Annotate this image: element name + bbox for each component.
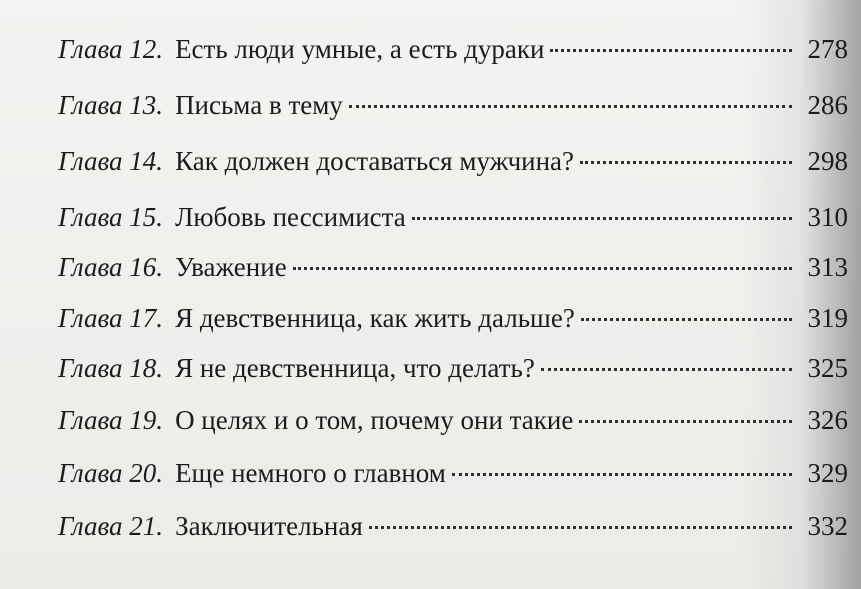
chapter-title: Уважение — [175, 252, 287, 282]
dot-leader — [369, 526, 792, 529]
dot-leader — [293, 267, 792, 270]
toc-entry-12 — [58, 36, 848, 63]
page-number: 329 — [807, 458, 848, 488]
toc-entry-20 — [58, 460, 848, 487]
dot-leader — [580, 161, 792, 164]
toc-entry-17 — [58, 305, 848, 332]
page-number: 278 — [807, 34, 848, 64]
dot-leader — [541, 368, 792, 371]
chapter-label: Глава 20. — [58, 458, 164, 488]
toc-entry-19 — [58, 407, 848, 434]
chapter-label: Глава 13. — [58, 90, 164, 120]
page-number: 325 — [807, 353, 848, 383]
chapter-title: О целях и о том, почему они такие — [175, 405, 574, 435]
dot-leader — [550, 49, 792, 52]
toc-entry-18 — [58, 355, 848, 382]
chapter-title: Еще немного о главном — [175, 458, 446, 488]
chapter-label: Глава 21. — [58, 511, 164, 541]
dot-leader — [349, 105, 792, 108]
dot-leader — [452, 473, 792, 476]
chapter-label: Глава 14. — [58, 146, 164, 176]
chapter-title: Как должен доставаться мужчина? — [175, 146, 575, 176]
dot-leader — [579, 420, 792, 423]
page-number: 332 — [807, 511, 848, 541]
chapter-label: Глава 18. — [58, 353, 164, 383]
chapter-label: Глава 12. — [58, 34, 164, 64]
dot-leader — [412, 217, 792, 220]
page-number: 298 — [807, 146, 848, 176]
chapter-title: Я девственница, как жить дальше? — [175, 303, 575, 333]
dot-leader — [581, 318, 792, 321]
chapter-title: Я не девственница, что делать? — [175, 353, 535, 383]
page-number: 313 — [807, 252, 848, 282]
chapter-label: Глава 15. — [58, 202, 164, 232]
chapter-title: Есть люди умные, а есть дураки — [175, 34, 545, 64]
page-number: 326 — [807, 405, 848, 435]
chapter-label: Глава 17. — [58, 303, 164, 333]
page-number: 286 — [807, 90, 848, 120]
chapter-label: Глава 19. — [58, 405, 164, 435]
toc-entry-14 — [58, 148, 848, 175]
toc-entry-21 — [58, 513, 848, 540]
toc-entry-16 — [58, 254, 848, 281]
toc-entry-15 — [58, 204, 848, 231]
toc-entry-13 — [58, 92, 848, 119]
page-number: 310 — [807, 202, 848, 232]
chapter-title: Любовь пессимиста — [175, 202, 406, 232]
chapter-title: Письма в тему — [175, 90, 343, 120]
page-number: 319 — [807, 303, 848, 333]
chapter-label: Глава 16. — [58, 252, 164, 282]
chapter-title: Заключительная — [175, 511, 363, 541]
